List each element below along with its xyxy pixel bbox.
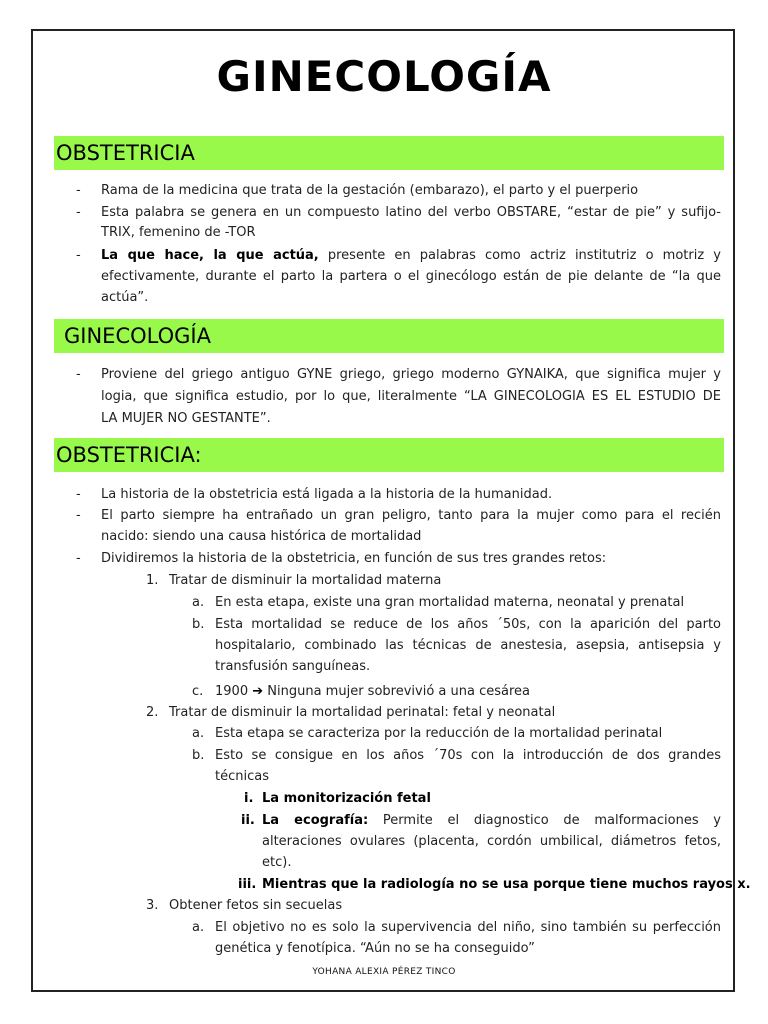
bullet-dash: - [76,183,81,198]
list-item: transfusión sanguíneas. [215,659,371,674]
paragraph: Proviene del griego antiguo GYNE griego, griego moderno GYNAIKA, que significa mujer y [101,367,721,382]
list-item: hospitalario, combinado las técnicas de anestesia, asepsia, antisepsia y [215,638,721,653]
paragraph [101,248,721,264]
bullet-dash: - [76,551,81,566]
footer-author: YOHANA ALEXIA PÉREZ TINCO [312,967,456,977]
list-item: Tratar de disminuir la mortalidad materna [169,573,442,588]
list-item: Obtener fetos sin secuelas [169,898,343,913]
paragraph: La historia de la obstetricia está ligada a la historia de la humanidad. [101,487,553,502]
paragraph: Rama de la medicina que trata de la gestación (embarazo), el parto y el puerperio [101,183,639,198]
paragraph: Esta palabra se genera en un compuesto latino del verbo OBSTARE, “estar de pie” y sufijo- [101,205,721,220]
year: 1900 [215,684,249,699]
list-item: Esto se consigue en los años ´70s con la introducción de dos grandes [215,748,721,763]
list-item [262,813,721,829]
paragraph: LA MUJER NO GESTANTE”. [101,411,271,426]
paragraph: nacido: siendo una causa histórica de mortalidad [101,529,422,544]
list-item [215,684,530,700]
list-item: El objetivo no es solo la supervivencia del niño, sino también su perfección [215,920,721,935]
list-number: 1. [146,573,159,588]
list-item: La monitorización fetal [262,791,431,806]
list-item: Esta etapa se caracteriza por la reducción de la mortalidad perinatal [215,726,663,741]
text: Ninguna mujer sobrevivió a una cesárea [267,684,530,699]
section-heading-obstetricia-2: OBSTETRICIA: [54,438,724,472]
list-number: 3. [146,898,159,913]
section-heading-ginecologia: GINECOLOGÍA [54,319,724,353]
list-item: En esta etapa, existe una gran mortalidad materna, neonatal y prenatal [215,595,685,610]
list-letter: a. [192,595,205,610]
list-item: genética y fenotípica. “Aún no se ha conseguido” [215,941,535,956]
text: presente en palabras como actriz institutriz o motriz y [318,248,721,263]
bold-text: La que hace, la que actúa, [101,248,319,263]
page-title: GINECOLOGÍA [216,52,552,101]
list-roman: ii. [241,813,255,828]
bullet-dash: - [76,487,81,502]
paragraph: El parto siempre ha entrañado un gran peligro, tanto para la mujer como para el recién [101,508,721,523]
section-heading-obstetricia: OBSTETRICIA [54,136,724,170]
list-item: Mientras que la radiología no se usa porque tiene muchos rayos x. [262,877,751,892]
list-letter: b. [192,617,205,632]
list-number: 2. [146,705,159,720]
bold-text: La ecografía: [262,813,369,828]
list-roman: iii. [238,877,257,892]
list-roman: i. [244,791,254,806]
paragraph: efectivamente, durante el parto la partera o el ginecólogo están de pie delante de “la que [101,269,721,284]
text: Permite el diagnostico de malformaciones y [368,813,722,828]
paragraph: actúa”. [101,290,149,305]
arrow-right-icon: ➔ [252,684,264,699]
list-letter: a. [192,726,205,741]
list-item: Tratar de disminuir la mortalidad perinatal: fetal y neonatal [169,705,556,720]
list-item: Esta mortalidad se reduce de los años ´50s, con la aparición del parto [215,617,721,632]
list-letter: c. [192,684,204,699]
list-item: etc). [262,855,292,870]
list-item: técnicas [215,769,269,784]
bullet-dash: - [76,205,81,220]
bullet-dash: - [76,508,81,523]
bullet-dash: - [76,248,81,263]
list-letter: b. [192,748,205,763]
list-letter: a. [192,920,205,935]
paragraph: logia, que significa estudio, por lo que, literalmente “LA GINECOLOGIA ES EL ESTUDIO DE [101,389,721,404]
bullet-dash: - [76,367,81,382]
paragraph: Dividiremos la historia de la obstetricia, en función de sus tres grandes retos: [101,551,607,566]
paragraph: TRIX, femenino de -TOR [101,225,256,240]
list-item: alteraciones ovulares (placenta, cordón umbilical, diámetros fetos, [262,834,721,849]
